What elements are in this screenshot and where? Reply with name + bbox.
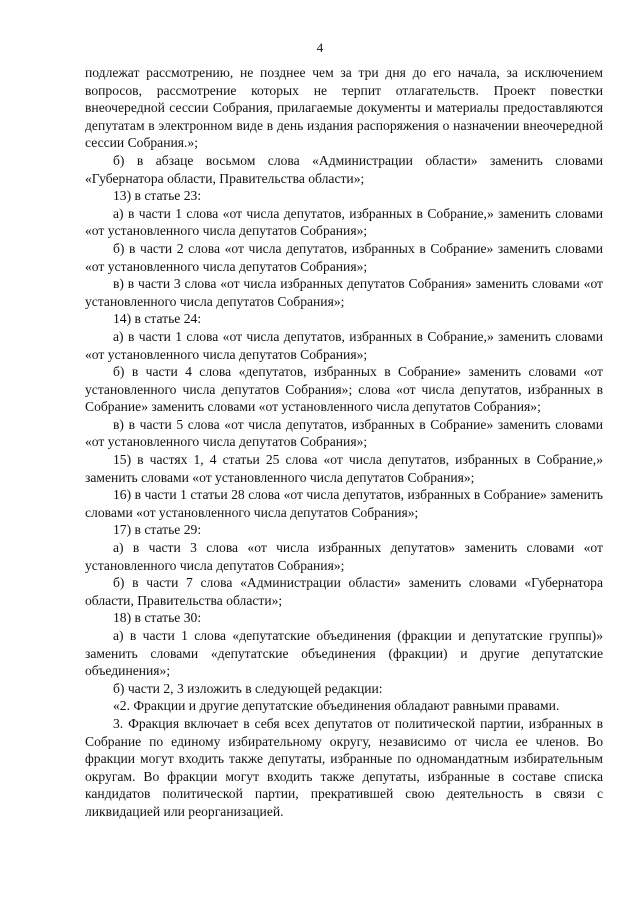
- paragraph: б) в абзаце восьмом слова «Администрации области» заменить словами «Губернатора области, Правительства области»;: [85, 152, 603, 186]
- paragraph: б) в части 4 слова «депутатов, избранных в Собрание» заменить словами «от установленного числа депутатов Собрания»; слова «от числа депутатов, избранных в Собрание» заменить словами «от установленного числа депутатов Собрания»;: [85, 364, 603, 415]
- paragraph: 3. Фракция включает в себя всех депутатов от политической партии, избранных в Собрание по единому избирательному округу, независимо от числа ее членов. Во фракции могут входить также депутаты, избранные по одномандатным избирательным округам. Во фракции могут входить также депутаты, избранные в составе списка кандидатов политической партии, прекратившей свою деятельность в связи с ликвидацией или реорганизацией.: [85, 715, 603, 819]
- paragraph: «2. Фракции и другие депутатские объединения обладают равными правами.: [113, 698, 560, 714]
- page-number: 4: [316, 40, 324, 55]
- paragraph: а) в части 1 слова «депутатские объединения (фракции и депутатские группы)» заменить словами «депутатские объединения (фракции) и другие депутатские объединения»;: [85, 628, 603, 679]
- paragraph: б) в части 7 слова «Администрации области» заменить словами «Губернатора области, Правительства области»;: [85, 575, 603, 608]
- paragraph: 16) в части 1 статьи 28 слова «от числа депутатов, избранных в Собрание» заменить словами «от установленного числа депутатов Собрания»;: [85, 487, 603, 520]
- paragraph: б) в части 2 слова «от числа депутатов, избранных в Собрание» заменить словами «от установленного числа депутатов Собрания»;: [85, 240, 603, 274]
- paragraph: 18) в статье 30:: [113, 610, 202, 626]
- document-body: [85, 64, 603, 821]
- paragraph: а) в части 1 слова «от числа депутатов, избранных в Собрание,» заменить словами «от установленного числа депутатов Собрания»;: [85, 205, 603, 239]
- paragraph: а) в части 1 слова «от числа депутатов, избранных в Собрание,» заменить словами «от установленного числа депутатов Собрания»;: [85, 328, 603, 362]
- paragraph: в) в части 5 слова «от числа депутатов, избранных в Собрание» заменить словами «от установленного числа депутатов Собрания»;: [85, 416, 603, 450]
- paragraph: в) в части 3 слова «от числа избранных депутатов Собрания» заменить словами «от установленного числа депутатов Собрания»;: [85, 276, 603, 309]
- paragraph: 13) в статье 23:: [113, 188, 202, 204]
- paragraph: подлежат рассмотрению, не позднее чем за три дня до его начала, за исключением вопросов, рассмотрение которых не терпит отлагательств. Проект повестки внеочередной сессии Собрания, прилагаемые документы и материалы предоставляются депутатам в электронном виде в день издания распоряжения о назначении внеочередной сессии Собрания.»;: [85, 65, 603, 151]
- paragraph: а) в части 3 слова «от числа избранных депутатов» заменить словами «от установленного числа депутатов Собрания»;: [85, 540, 603, 573]
- paragraph: 15) в частях 1, 4 статьи 25 слова «от числа депутатов, избранных в Собрание,» заменить словами «от установленного числа депутатов Собрания»;: [85, 452, 603, 485]
- paragraph: 14) в статье 24:: [113, 311, 202, 327]
- paragraph: 17) в статье 29:: [113, 522, 202, 538]
- paragraph: б) части 2, 3 изложить в следующей редакции:: [113, 680, 383, 696]
